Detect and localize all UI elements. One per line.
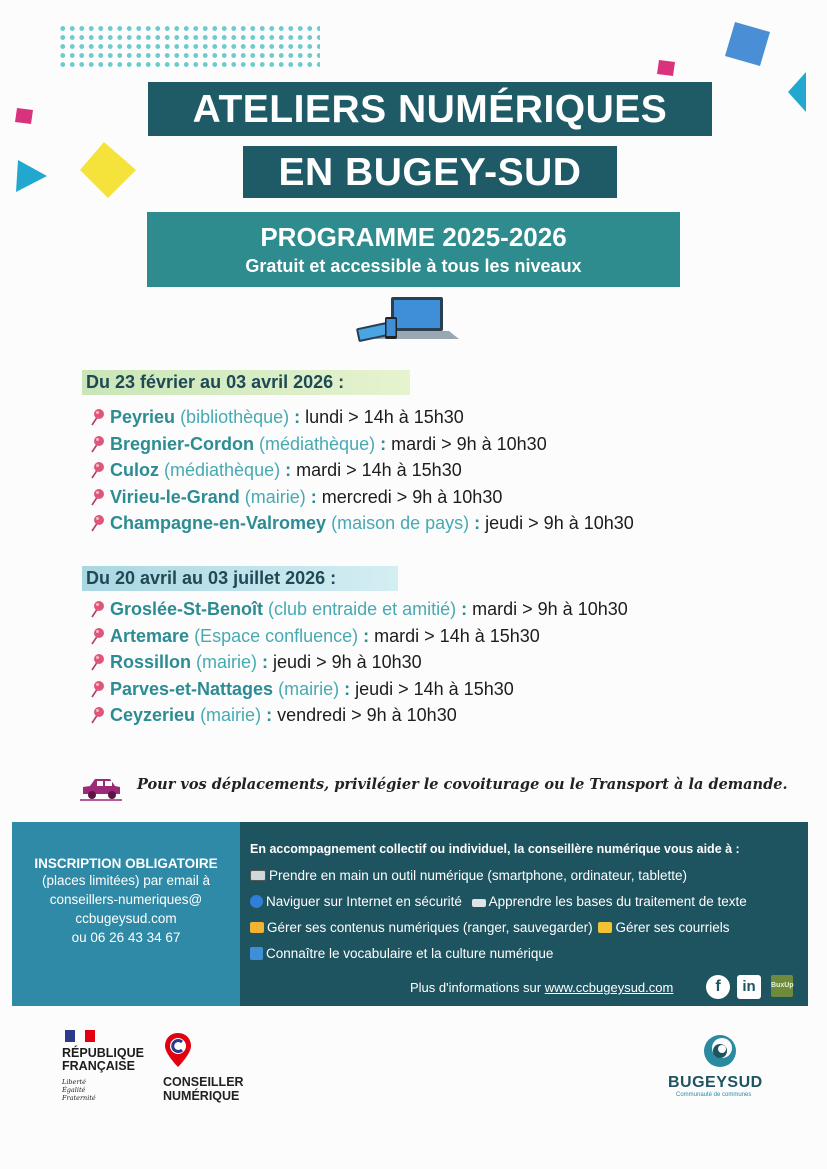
session-separator: : — [358, 625, 375, 646]
programme-banner — [147, 212, 680, 287]
session-schedule: vendredi > 9h à 10h30 — [277, 705, 457, 725]
session-row — [88, 457, 462, 483]
service-line-2 — [250, 894, 747, 909]
service-line-1 — [250, 868, 687, 883]
bugeysud-name: BUGEYSUD — [668, 1074, 763, 1091]
cyan-triangle-shape — [788, 72, 806, 112]
rf-motto-3: Fraternité — [62, 1094, 96, 1102]
session-schedule: jeudi > 9h à 10h30 — [485, 513, 634, 533]
pink-square-shape — [657, 60, 675, 76]
inscription-line-1: (places limitées) par email à — [41, 873, 211, 888]
laptop-icon — [250, 870, 266, 881]
session-row — [88, 596, 628, 622]
pin-icon — [88, 652, 106, 672]
services-box — [240, 822, 808, 1006]
period-2-label: Du 20 avril au 03 juillet 2026 : — [82, 566, 398, 591]
session-schedule: mercredi > 9h à 10h30 — [321, 486, 503, 507]
car-icon — [80, 774, 122, 802]
pin-icon — [88, 626, 106, 646]
session-row — [88, 404, 464, 430]
service-item: Gérer ses courriels — [615, 920, 730, 935]
session-place: (mairie) — [200, 705, 262, 725]
service-item: Prendre en main un outil numérique (smartphone, ordinateur, tablette) — [269, 868, 687, 883]
session-schedule: jeudi > 14h à 15h30 — [355, 678, 514, 699]
session-schedule: jeudi > 9h à 10h30 — [273, 652, 422, 672]
more-info — [410, 980, 673, 995]
session-place: (mairie) — [278, 678, 340, 699]
session-place: (bibliothèque) — [180, 407, 290, 427]
website-link[interactable]: www.ccbugeysud.com — [544, 980, 674, 995]
session-place: (médiathèque) — [259, 433, 376, 454]
session-town: Bregnier-Cordon — [110, 433, 254, 454]
pin-icon — [88, 705, 106, 725]
session-town: Groslée-St-Benoît — [110, 599, 264, 619]
rf-title-1: RÉPUBLIQUE — [62, 1046, 144, 1060]
inscription-box — [12, 822, 240, 1006]
session-town: Artemare — [110, 625, 190, 646]
more-info-prefix: Plus d'informations sur — [410, 980, 545, 995]
conseiller-numerique-logo — [163, 1075, 244, 1103]
session-place: (médiathèque) — [164, 460, 281, 480]
pin-icon — [88, 434, 106, 454]
service-item: Gérer ses contenus numériques (ranger, sauvegarder) — [267, 920, 593, 935]
republique-francaise-logo — [62, 1047, 144, 1073]
blue-square-shape — [725, 22, 770, 66]
pink-small-square-shape — [15, 108, 33, 124]
session-row — [88, 676, 514, 702]
rf-motto-1: Liberté — [62, 1078, 86, 1086]
cn-line-2: NUMÉRIQUE — [163, 1089, 240, 1103]
service-item: Connaître le vocabulaire et la culture numérique — [266, 946, 554, 961]
session-row — [88, 510, 634, 536]
abc-icon — [250, 947, 263, 960]
inscription-email[interactable]: conseillers-numeriques@ — [49, 892, 203, 907]
session-place: (mairie) — [196, 652, 258, 672]
bugeysud-logo-icon — [702, 1033, 738, 1069]
transport-note: Pour vos déplacements, privilégier le covoiturage ou le Transport à la demande. — [137, 776, 788, 793]
session-separator: : — [280, 460, 297, 480]
session-town: Ceyzerieu — [110, 705, 196, 725]
keyboard-icon — [472, 899, 486, 907]
session-schedule: lundi > 14h à 15h30 — [305, 407, 464, 427]
devices-icon — [355, 295, 463, 345]
session-schedule: mardi > 14h à 15h30 — [296, 460, 462, 480]
title-line-1: ATELIERS NUMÉRIQUES — [148, 82, 712, 136]
session-separator: : — [261, 705, 278, 725]
pin-icon — [88, 487, 106, 507]
session-separator: : — [339, 678, 356, 699]
inscription-title: INSCRIPTION OBLIGATOIRE — [34, 856, 218, 871]
session-row — [88, 484, 502, 510]
session-town: Rossillon — [110, 652, 192, 672]
service-line-4 — [250, 946, 553, 961]
session-town: Parves-et-Nattages — [110, 678, 274, 699]
envelope-icon — [598, 922, 612, 933]
session-row — [88, 623, 540, 649]
republique-flag-icon — [65, 1030, 95, 1042]
pin-icon — [88, 599, 106, 619]
republique-motto — [62, 1078, 96, 1102]
session-separator: : — [289, 407, 306, 427]
session-separator: : — [257, 652, 274, 672]
service-item: Apprendre les bases du traitement de texte — [488, 894, 747, 909]
session-place: (club entraide et amitié) — [268, 599, 457, 619]
services-intro: En accompagnement collectif ou individuel, la conseillère numérique vous aide à : — [250, 842, 740, 856]
folder-icon — [250, 922, 264, 933]
linkedin-icon[interactable]: in — [737, 975, 761, 999]
service-line-3 — [250, 920, 729, 935]
rf-motto-2: Égalité — [62, 1086, 86, 1094]
programme-title: PROGRAMME 2025-2026 — [260, 222, 567, 252]
session-schedule: mardi > 9h à 10h30 — [472, 599, 628, 619]
session-place: (mairie) — [244, 486, 306, 507]
session-separator: : — [456, 599, 473, 619]
rf-title-2: FRANÇAISE — [62, 1059, 135, 1073]
session-town: Champagne-en-Valromey — [110, 513, 327, 533]
title-line-2: EN BUGEY-SUD — [243, 146, 617, 198]
session-schedule: mardi > 9h à 10h30 — [391, 433, 547, 454]
pin-icon — [88, 460, 106, 480]
cn-line-1: CONSEILLER — [163, 1075, 244, 1089]
session-town: Virieu-le-Grand — [110, 486, 240, 507]
session-schedule: mardi > 14h à 15h30 — [374, 625, 540, 646]
conseiller-numerique-logo-icon — [164, 1032, 192, 1068]
session-row — [88, 431, 547, 457]
session-town: Peyrieu — [110, 407, 176, 427]
pin-icon — [88, 679, 106, 699]
app-icon[interactable]: BuxUp — [771, 975, 793, 997]
session-row — [88, 649, 422, 675]
session-separator: : — [469, 513, 486, 533]
pin-icon — [88, 407, 106, 427]
session-place: (Espace confluence) — [194, 625, 359, 646]
period-1-label: Du 23 février au 03 avril 2026 : — [82, 370, 410, 395]
session-place: (maison de pays) — [331, 513, 470, 533]
inscription-phone[interactable]: ou 06 26 43 34 67 — [71, 930, 181, 945]
session-separator: : — [375, 433, 392, 454]
session-town: Culoz — [110, 460, 159, 480]
programme-subtitle: Gratuit et accessible à tous les niveaux — [245, 256, 582, 276]
session-row — [88, 702, 457, 728]
globe-icon — [250, 895, 263, 908]
facebook-icon[interactable]: f — [706, 975, 730, 999]
service-item: Naviguer sur Internet en sécurité — [266, 894, 462, 909]
inscription-email-domain[interactable]: ccbugeysud.com — [75, 911, 177, 926]
cyan-small-triangle-shape — [16, 160, 47, 192]
pin-icon — [88, 513, 106, 533]
session-separator: : — [305, 486, 322, 507]
bugeysud-subtitle: Communauté de communes — [676, 1092, 752, 1098]
yellow-diamond-shape — [80, 142, 136, 198]
